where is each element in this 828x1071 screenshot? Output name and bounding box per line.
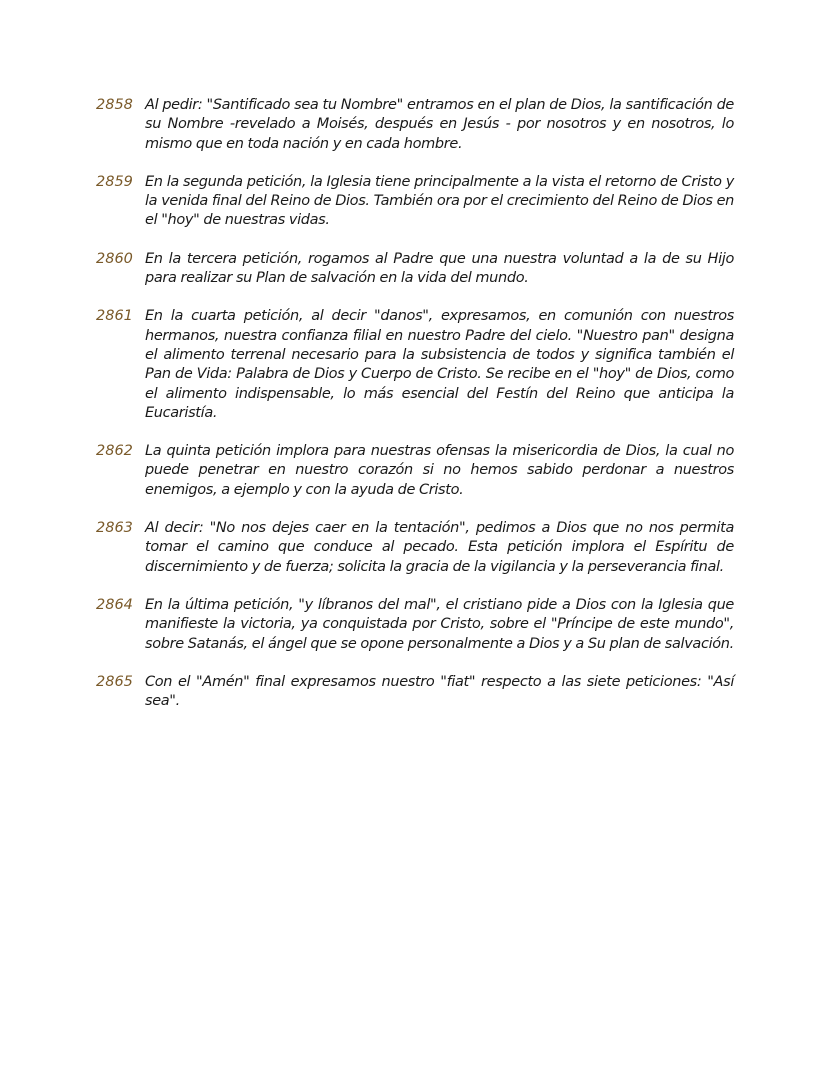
paragraph-2865 [96,673,734,712]
paragraph-2860 [96,250,734,289]
paragraph-number: 2865 [96,673,133,690]
paragraph-number: 2862 [96,443,133,460]
paragraph-2858 [96,96,734,154]
paragraph-2861 [96,307,734,423]
paragraph-2864 [96,596,734,654]
paragraph-number: 2859 [96,173,133,190]
paragraph-number: 2863 [96,520,133,537]
paragraph-text: Al pedir: "Santificado sea tu Nombre" entramos en el plan de Dios, la santificación de su Nombre -revelado a Moisés, después en Jesús - por nosotros y en nosotros, lo mismo que en toda nación y en cada hombre. [145,97,734,152]
paragraph-text: En la segunda petición, la Iglesia tiene principalmente a la vista el retorno de Cristo y la venida final del Reino de Dios. También ora por el crecimiento del Reino de Dios en el "hoy" de nuestras vidas. [145,173,734,229]
paragraph-text: Al decir: "No nos dejes caer en la tentación", pedimos a Dios que no nos permita tomar el camino que conduce al pecado. Esta petición implora el Espíritu de discernimiento y de fuerza; solicita la gracia de la vigilancia y la perseverancia final. [145,520,734,575]
paragraph-2863 [96,519,734,577]
paragraph-number: 2858 [96,97,133,113]
paragraph-2859 [96,173,734,231]
document-page [96,96,734,730]
paragraph-text: En la cuarta petición, al decir "danos", expresamos, en comunión con nuestros hermanos, nuestra confianza filial en nuestro Padre del cielo. "Nuestro pan" designa el alimento terrenal necesario para la subsistencia de todos y significa también el Pan de Vida: Palabra de Dios y Cuerpo de Cristo. Se recibe en el "hoy" de Dios, como el alimento indispensable, lo más esencial del Festín del Reino que anticipa la Eucaristía. [145,308,734,421]
paragraph-text: La quinta petición implora para nuestras ofensas la misericordia de Dios, la cual no puede penetrar en nuestro corazón si no hemos sabido perdonar a nuestros enemigos, a ejemplo y con la ayuda de Cristo. [145,443,734,498]
paragraph-number: 2860 [96,250,133,267]
paragraph-number: 2861 [96,308,133,325]
paragraph-text: En la última petición, "y líbranos del mal", el cristiano pide a Dios con la Iglesia que manifieste la victoria, ya conquistada por Cristo, sobre el "Príncipe de este mundo", sobre Satanás, el ángel que se opone personalmente a Dios y a Su plan de salvación. [145,596,734,652]
paragraph-text: En la tercera petición, rogamos al Padre que una nuestra voluntad a la de su Hijo para realizar su Plan de salvación en la vida del mundo. [145,250,734,287]
paragraph-text: Con el "Amén" final expresamos nuestro "fiat" respecto a las siete peticiones: "Así sea". [145,673,734,710]
paragraph-2862 [96,442,734,500]
paragraph-number: 2864 [96,596,133,613]
